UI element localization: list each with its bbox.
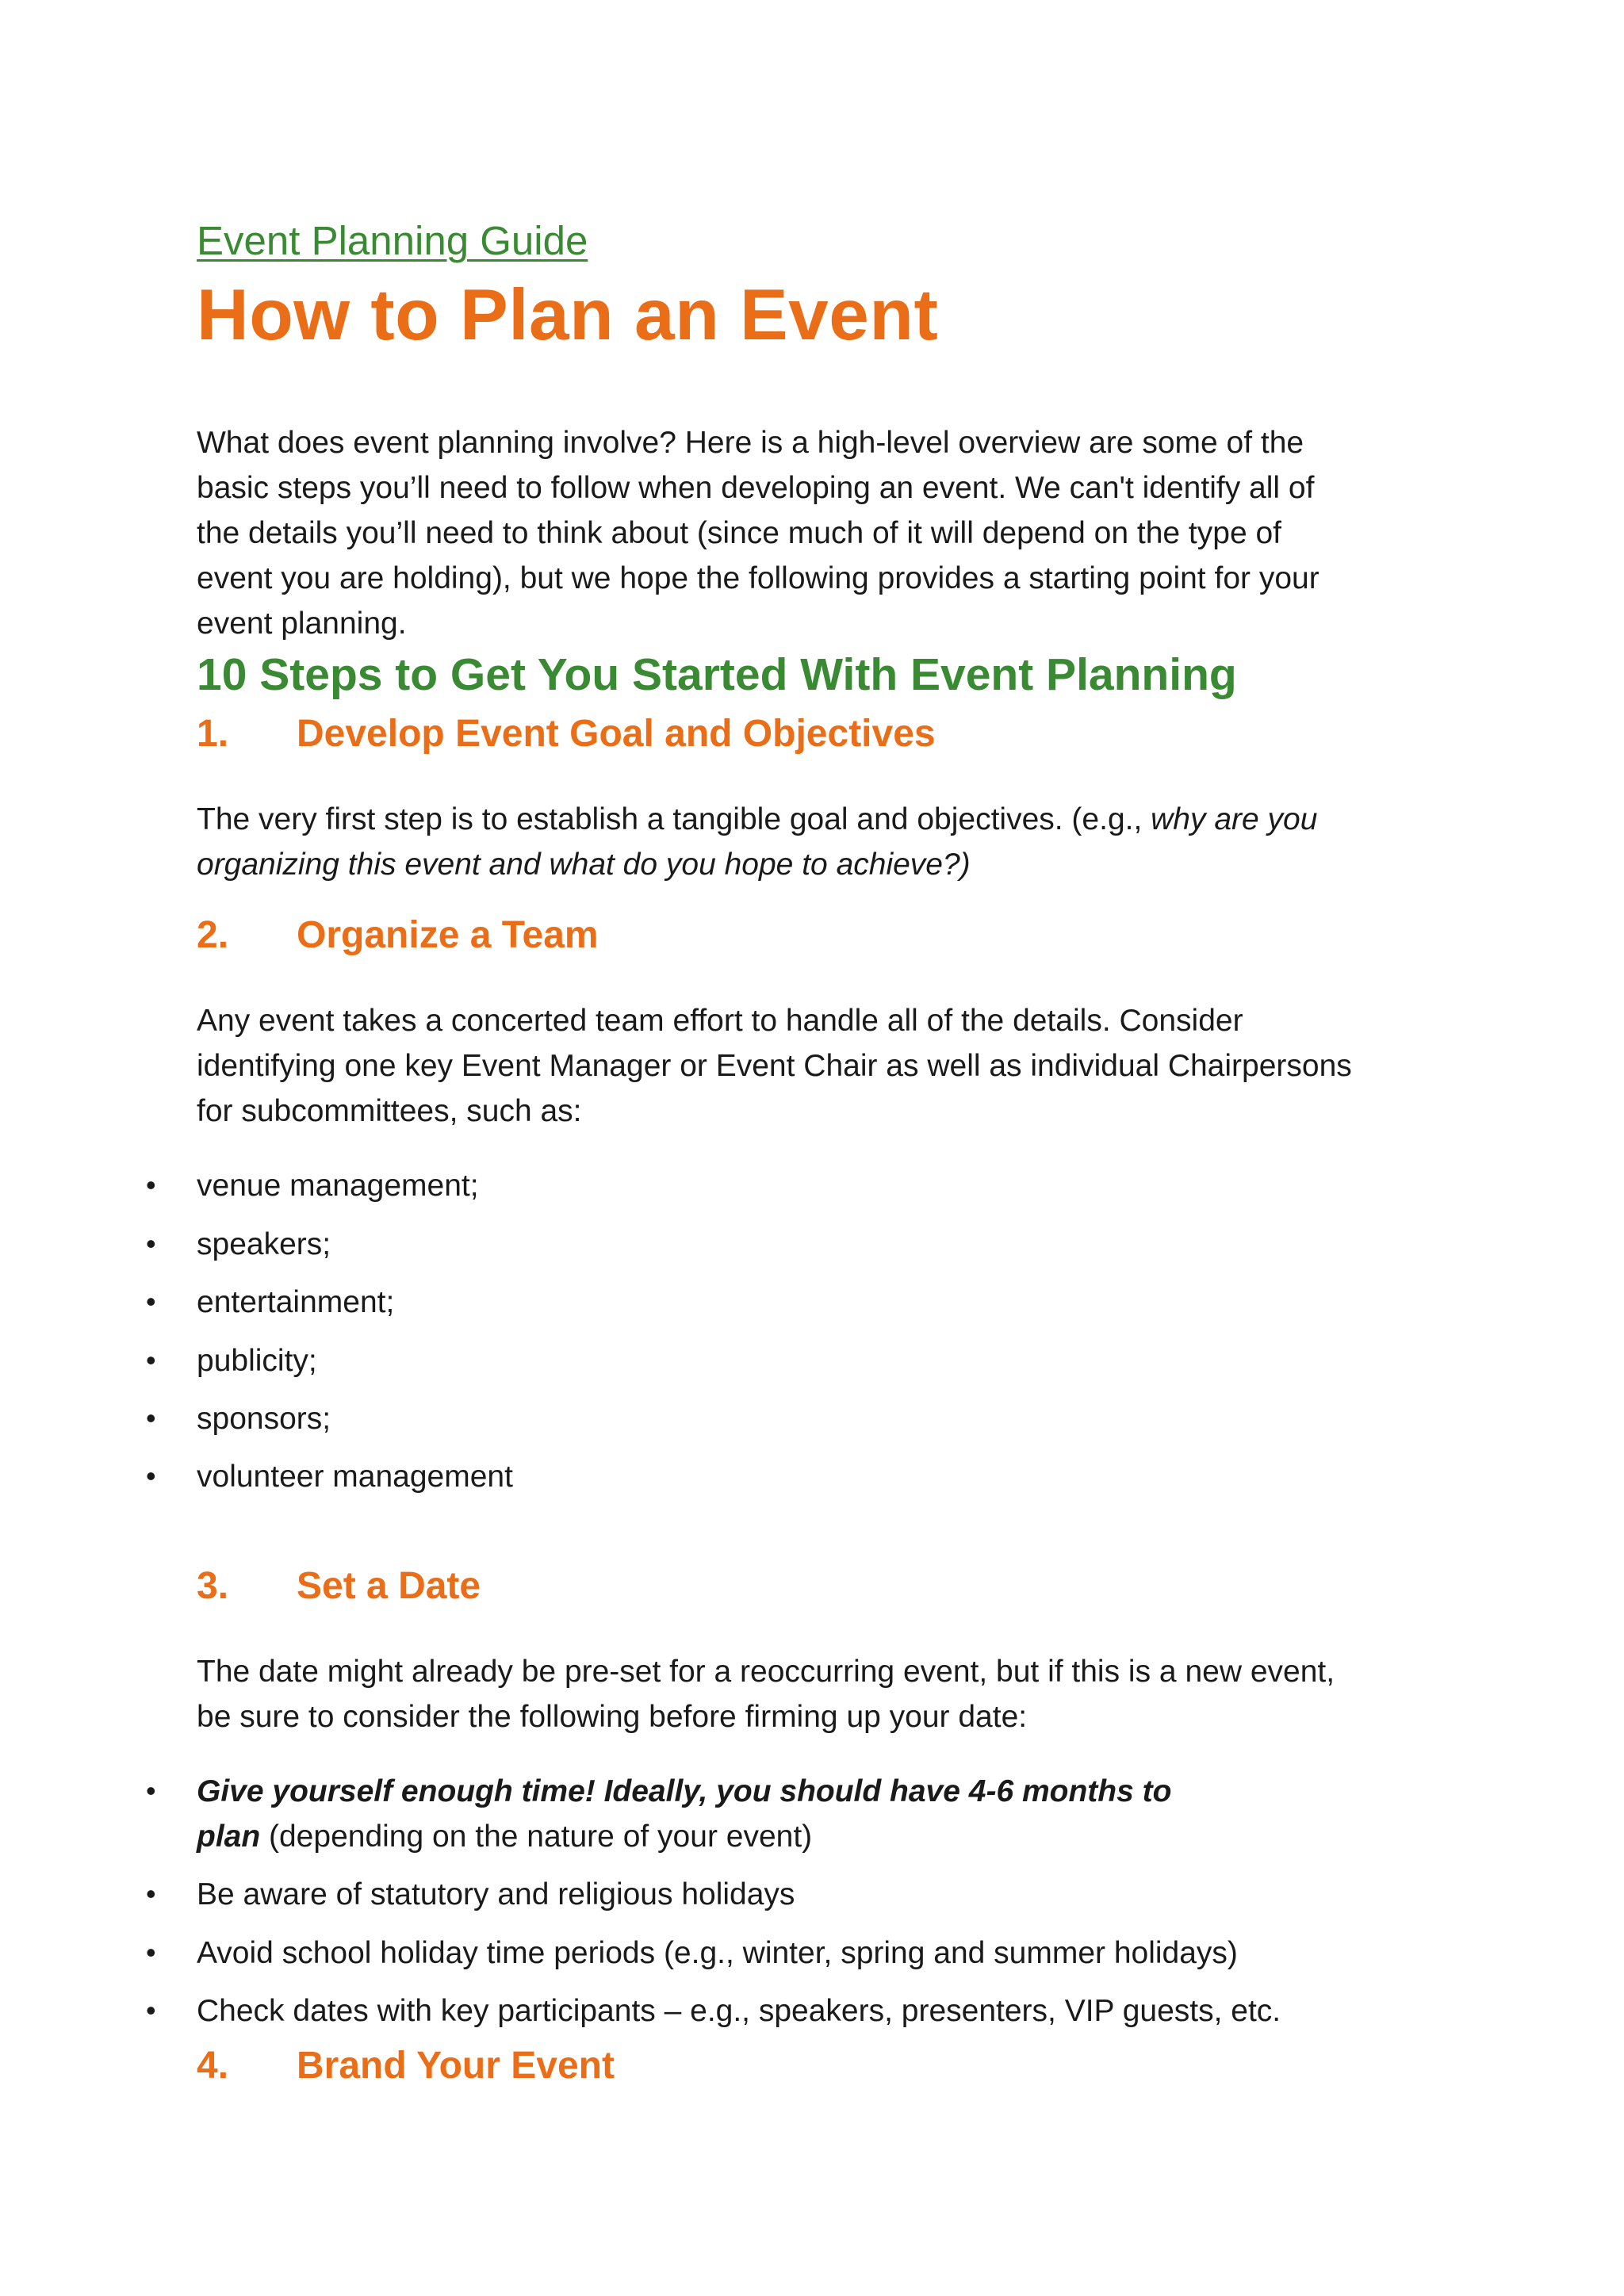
- list-item-text: Be aware of statutory and religious holidays: [197, 1877, 795, 1911]
- intro-line: the details you’ll need to think about (since much of it will depend on the type of: [197, 516, 1282, 550]
- step-number: 4.: [197, 2045, 229, 2087]
- bullet-icon: •: [146, 1402, 156, 1434]
- emphasis-text: plan: [197, 1820, 261, 1854]
- step-3-body-line: The date might already be pre-set for a reoccurring event, but if this is a new event,: [197, 1655, 1335, 1689]
- bullet-icon: •: [146, 1936, 156, 1969]
- bullet-icon: •: [146, 1460, 156, 1492]
- intro-line: basic steps you’ll need to follow when developing an event. We can't identify all of: [197, 471, 1315, 505]
- step-1-body-italic: why are you: [1151, 802, 1318, 836]
- step-1-body-plain: The very first step is to establish a tangible goal and objectives. (e.g.,: [197, 802, 1151, 836]
- step-1-body-line: [197, 842, 1434, 887]
- step-number: 3.: [197, 1565, 229, 1607]
- step-2-body-line: identifying one key Event Manager or Event Chair as well as individual Chairpersons: [197, 1049, 1352, 1083]
- list-item-text: publicity;: [197, 1344, 317, 1378]
- page-title: How to Plan an Event: [197, 275, 939, 355]
- step-3-body: [197, 1649, 1434, 1739]
- step-title: Brand Your Event: [297, 2045, 615, 2087]
- list-item-text: venue management;: [197, 1169, 479, 1203]
- list-item-text: entertainment;: [197, 1285, 395, 1319]
- bullet-icon: •: [146, 1169, 156, 1201]
- bullet-icon: •: [146, 1344, 156, 1376]
- step-1-body-line: [197, 797, 1434, 842]
- intro-line: event planning.: [197, 607, 407, 641]
- step-1-body: [197, 797, 1434, 887]
- step-2-body: [197, 998, 1434, 1134]
- step-1-body-italic: organizing this event and what do you hope to achieve?): [197, 848, 971, 882]
- bullet-icon: •: [146, 1877, 156, 1910]
- step-title: Set a Date: [297, 1565, 481, 1607]
- step-title: Develop Event Goal and Objectives: [297, 713, 936, 755]
- list-item-text: volunteer management: [197, 1460, 513, 1494]
- list-item-text: [197, 1820, 812, 1854]
- intro-paragraph: [197, 420, 1434, 646]
- guide-link[interactable]: Event Planning Guide: [197, 218, 588, 263]
- step-number: 2.: [197, 914, 229, 956]
- intro-line: event you are holding), but we hope the following provides a starting point for your: [197, 561, 1320, 595]
- emphasis-text: Give yourself enough time! Ideally, you should have 4-6 months to: [197, 1774, 1172, 1808]
- intro-line: What does event planning involve? Here is a high-level overview are some of the: [197, 426, 1304, 460]
- list-item-text: sponsors;: [197, 1402, 331, 1436]
- list-item-text: [197, 1774, 1171, 1809]
- list-item-text: speakers;: [197, 1227, 331, 1261]
- list-item-text: Avoid school holiday time periods (e.g., winter, spring and summer holidays): [197, 1936, 1238, 1970]
- section-heading: 10 Steps to Get You Started With Event Planning: [197, 649, 1237, 700]
- step-2-body-line: Any event takes a concerted team effort to handle all of the details. Consider: [197, 1004, 1243, 1038]
- step-3-body-line: be sure to consider the following before firming up your date:: [197, 1700, 1028, 1734]
- bullet-icon: •: [146, 1994, 156, 2026]
- step-number: 1.: [197, 713, 229, 755]
- bullet-icon: •: [146, 1227, 156, 1260]
- bullet-icon: •: [146, 1774, 156, 1807]
- step-2-body-line: for subcommittees, such as:: [197, 1094, 582, 1128]
- list-item-text: Check dates with key participants – e.g., speakers, presenters, VIP guests, etc.: [197, 1994, 1281, 2028]
- step-title: Organize a Team: [297, 914, 599, 956]
- bullet-icon: •: [146, 1285, 156, 1318]
- list-item-rest: (depending on the nature of your event): [260, 1820, 813, 1854]
